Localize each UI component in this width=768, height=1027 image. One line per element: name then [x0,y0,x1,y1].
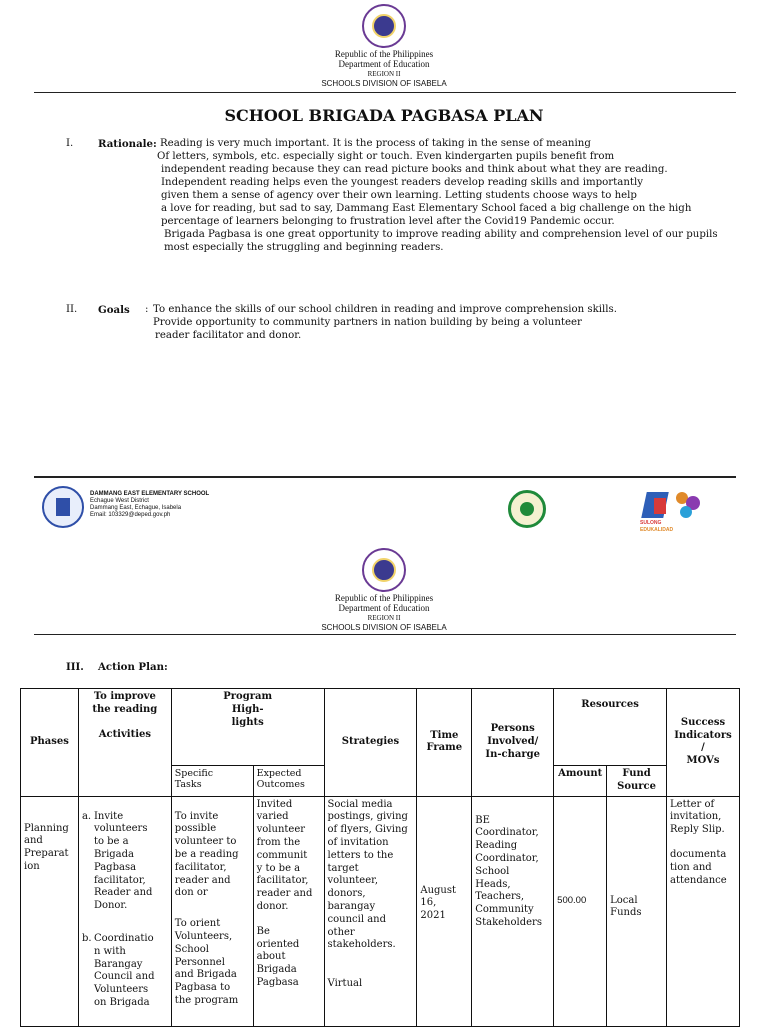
header-spacer [82,717,168,729]
cell-text: Community [475,904,534,916]
header-text: MOVs [686,755,720,767]
footer-email: Email: 103329@deped.gov.ph [90,512,171,518]
header-text: lights [231,716,264,728]
rationale-line: Reading is very much important. It is the process of taking in the sense of meaning [160,138,591,149]
list-marker: a. [81,810,92,822]
cell-text: Volunteers, [174,930,233,942]
header-line: Department of Education [338,59,430,69]
cell-text: possible [174,823,217,835]
cell-text: To orient [174,918,221,930]
header-text: Outcomes [256,779,305,790]
header-text: the reading [92,703,158,715]
header-text: To improve [93,691,156,702]
header-text: High- [231,703,264,715]
cell-text: oriented [256,938,300,950]
header-expected-outcomes [253,766,324,797]
header-amount: Amount [554,766,607,797]
header-resources: Resources [554,689,667,766]
cell-text: ion [24,860,40,872]
cell-text: of invitation [327,836,389,848]
sulong-edukalidad-logo-icon [640,490,720,538]
cell-text: Stakeholders [475,916,542,928]
header-persons [472,689,554,797]
footer-school-name: DAMMANG EAST ELEMENTARY SCHOOL [90,491,210,497]
cell-text: to be a [93,836,129,848]
cell-text: Local [610,894,638,906]
cell-text: Brigada [93,848,134,860]
footer-school-info [90,491,209,519]
header-phases: Phases [21,689,79,797]
cell-text: Invite [93,810,124,822]
cell-text: Letter of [670,798,715,810]
header-activities [78,689,171,797]
goals-label: Goals [98,304,130,316]
cell-text: Be [256,925,270,937]
cell-text: the program [174,994,239,1006]
cell-text: varied [256,811,289,823]
rationale-number: I. [66,138,74,149]
cell-spacer [257,914,321,926]
cell-text: Pagbasa [93,861,137,873]
cell-text: facilitator, [256,875,309,887]
cell-text: Coordinatio [93,932,154,944]
cell-text: Brigada [256,964,297,976]
cell-text: School [174,943,209,955]
cell-text: Planning [24,822,69,834]
cell-expected-outcomes [253,796,324,1026]
header-strategies: Strategies [324,689,417,797]
header-line: Republic of the Philippines [334,593,434,603]
cell-text: BE [475,814,490,826]
cell-text: Volunteers [93,984,149,996]
cell-text: target [327,862,359,874]
header-text: / [701,742,705,754]
cell-text: volunteer to [174,836,237,848]
cell-text: postings, giving [327,811,408,823]
cell-text: Reader and [93,887,153,899]
header-fund-source [607,766,667,797]
activity-a-text [94,811,153,913]
cell-text: about [256,951,286,963]
cell-text: Heads, [475,878,511,890]
cell-text: 2021 [420,910,446,922]
table-header-row [21,689,740,766]
cell-text: August [420,884,457,896]
header-text: Success [680,716,726,728]
goals-line: To enhance the skills of our school children in reading and improve comprehension skills. [153,304,618,315]
page-title: SCHOOL BRIGADA PAGBASA PLAN [224,106,544,125]
header-line: SCHOOLS DIVISION OF ISABELA [321,623,447,632]
cell-text: facilitator, [93,874,146,886]
cell-text: Donor. [93,900,128,912]
rationale-line: Of letters, symbols, etc. especially sight or touch. Even kindergarten pupils benefit from [157,151,615,162]
header-divider [34,634,736,635]
cell-text: communit [256,849,308,861]
cell-text: volunteer [256,824,306,836]
rationale-line: given them a sense of agency over their own learning. Letting students choose ways to help [161,190,637,201]
cell-text: Pagbasa [256,976,299,988]
cell-text: on Brigada [93,996,150,1008]
logo-text: SULONG [640,520,662,526]
activity-b-text [94,933,155,1010]
goals-colon: : [145,304,149,315]
activity-a [82,811,168,913]
header-text: Fund [622,768,651,779]
deped-seal-icon [362,4,406,48]
cell-text: volunteers [93,823,148,835]
cell-text: donors, [327,888,366,900]
header-text: Specific [174,768,214,779]
list-marker: b. [81,932,92,944]
rationale-line: a love for reading, but sad to say, Dammang East Elementary School faced a big challenge on the high [161,203,692,214]
table-row [21,796,740,1026]
header-text: Involved/ [487,735,539,747]
activity-b [82,933,168,1010]
cell-text: donor. [256,900,289,912]
cell-text: Preparat [24,848,69,860]
header-text: Time [430,729,459,741]
rationale-line: Independent reading helps even the youngest readers develop reading skills and importantly [161,177,643,188]
cell-text: council and [327,913,387,925]
cell-text: documenta [670,848,727,860]
cell-text: Reading [475,840,518,852]
rationale-label: Rationale: [98,138,157,150]
cell-text: letters to the [327,849,394,861]
action-plan-label: Action Plan: [98,661,168,673]
cell-text: other [327,926,355,938]
rationale-line: independent reading because they can read picture books and think about what they are reading. [161,164,668,175]
header-line: Republic of the Philippines [334,49,434,59]
cell-text: y to be a [256,862,301,874]
header-block [0,593,768,633]
header-text: Activities [98,728,152,740]
cell-time-frame [417,796,472,1026]
school-logo-icon [42,486,84,528]
cell-text: Pagbasa to [174,982,231,994]
cell-text: 16, [420,897,437,909]
header-text: Persons [490,723,535,735]
cell-strategies [324,796,417,1026]
cell-spacer [175,900,250,918]
cell-text: Barangay [93,958,143,970]
header-text: Frame [426,742,463,754]
header-specific-tasks [171,766,253,797]
cell-text: from the [256,836,301,848]
header-text: Tasks [174,779,202,790]
goals-line: reader facilitator and donor. [155,330,302,341]
header-text: Expected [256,768,302,779]
header-block [0,49,768,89]
cell-spacer [328,952,414,978]
cell-text: facilitator, [174,861,227,873]
header-text: Source [617,780,657,792]
cell-text: Invited [256,798,293,810]
cell-text: School [475,865,510,877]
cell-text: be a reading [174,848,239,860]
footer-district: Echague West District [90,498,149,504]
deped-logo-icon [508,490,546,528]
cell-text: reader and [174,874,231,886]
footer-divider [34,476,736,478]
cell-text: Virtual [327,978,363,990]
cell-specific-tasks [171,796,253,1026]
cell-text: attendance [670,874,727,886]
rationale-line: percentage of learners belonging to frustration level after the Covid19 Pandemic occur. [161,216,615,227]
header-text: Indicators [674,729,732,741]
cell-persons [472,796,554,1026]
cell-success-indicators [667,796,740,1026]
cell-text: and Brigada [174,969,237,981]
cell-text: barangay [327,900,376,912]
header-divider [34,92,736,93]
header-text: In-charge [485,748,540,760]
action-plan-table [20,688,740,1027]
cell-fund-source [607,796,667,1026]
cell-text: Coordinator, [475,827,539,839]
logo-text: EDUKALIDAD [640,527,674,533]
header-text: Program [223,691,273,702]
cell-text: Council and [93,971,155,983]
cell-text: stakeholders. [327,939,396,951]
footer-address: Dammang East, Echague, Isabela [90,505,182,511]
cell-text: Social media [327,798,393,810]
header-success [667,689,740,797]
cell-text: n with [93,945,126,957]
cell-text: Teachers, [475,891,525,903]
cell-amount: 500.00 [554,796,607,1026]
header-line: Department of Education [338,603,430,613]
cell-text: Funds [610,907,642,919]
cell-phase [21,796,79,1026]
cell-text: of flyers, Giving [327,824,408,836]
cell-text: invitation, [670,811,722,823]
cell-spacer [670,837,736,849]
header-line: SCHOOLS DIVISION OF ISABELA [321,79,447,88]
header-program [171,689,324,766]
cell-text: tion and [670,861,712,873]
cell-text: Coordinator, [475,852,539,864]
cell-text: volunteer, [327,875,378,887]
header-time-frame [417,689,472,797]
rationale-line: Brigada Pagbasa is one great opportunity to improve reading ability and comprehension level of our pupils [164,229,718,240]
goals-line: Provide opportunity to community partners in nation building by being a volunteer [153,317,582,328]
cell-text: Reply Slip. [670,824,725,836]
header-line: REGION II [367,70,401,78]
goals-number: II. [66,304,78,315]
header-line: REGION II [367,614,401,622]
cell-text: Personnel [174,956,225,968]
cell-text: reader and [256,888,313,900]
cell-text: To invite [174,810,219,822]
rationale-line: most especially the struggling and beginning readers. [164,242,444,253]
action-plan-number: III. [66,661,84,673]
cell-text: don or [174,887,208,899]
deped-seal-icon [362,548,406,592]
cell-activities [78,796,171,1026]
cell-text: and [24,835,43,847]
